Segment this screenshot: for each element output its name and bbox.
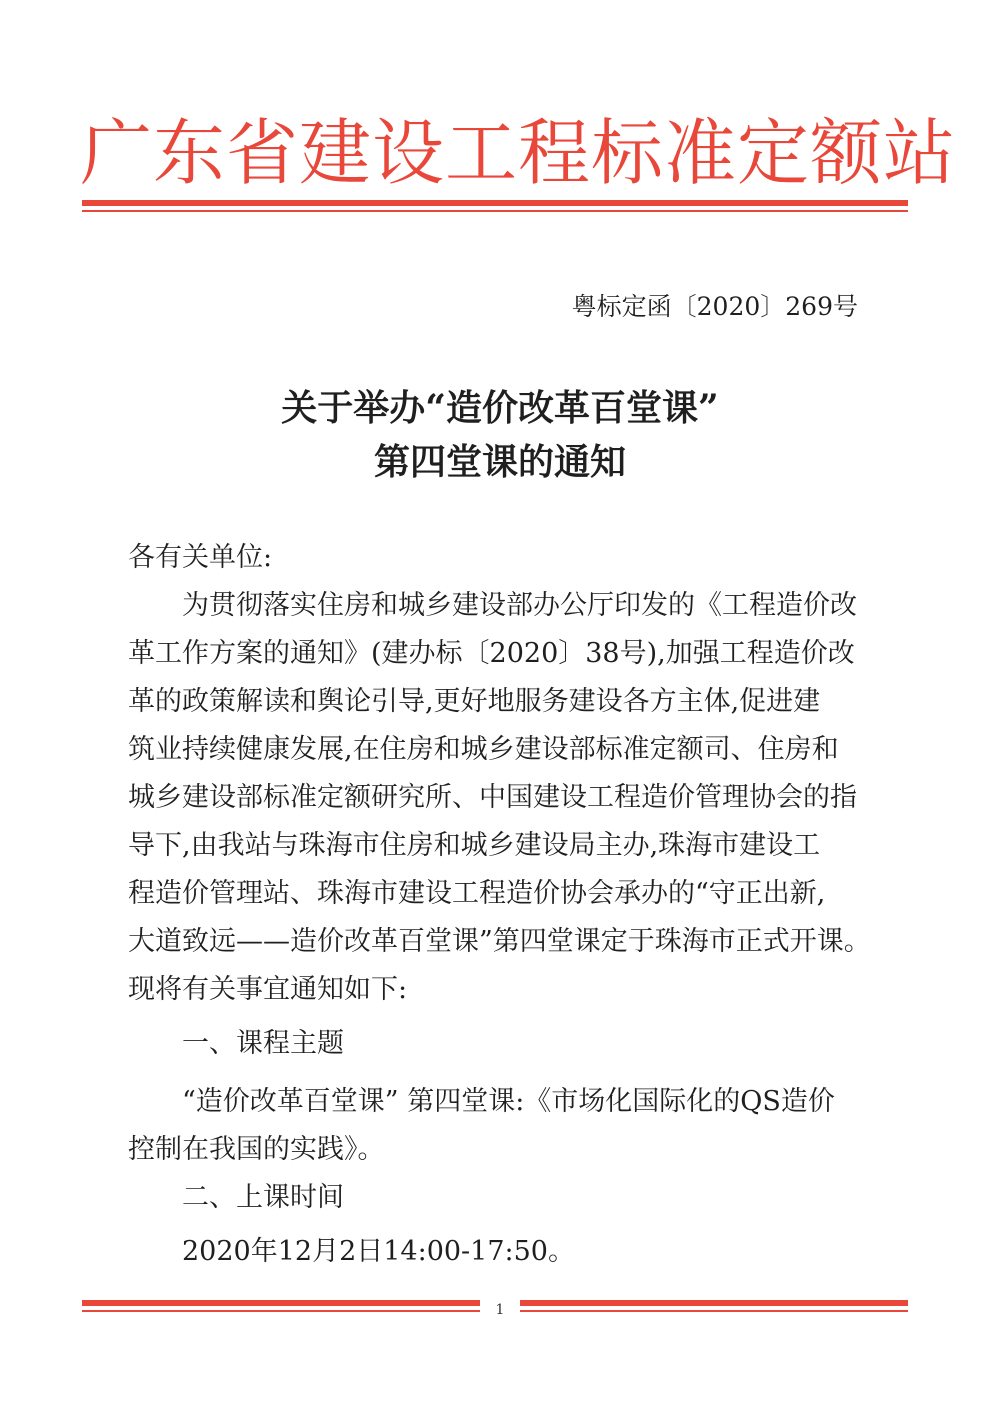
document-title-line-2: 第四堂课的通知 [373, 441, 626, 483]
section-heading-class-time: 二、上课时间 [128, 1182, 344, 1213]
page-number: 1 [480, 1300, 520, 1320]
paragraph-line: 为贯彻落实住房和城乡建设部办公厅印发的《工程造价改 [128, 590, 857, 621]
paragraph-line: 导下,由我站与珠海市住房和城乡建设局主办,珠海市建设工 [128, 830, 821, 861]
paragraph-line: 筑业持续健康发展,在住房和城乡建设部标准定额司、住房和 [128, 734, 839, 765]
org-header: 广东省建设工程标准定额站 [80, 111, 957, 195]
header-rule-thin [82, 210, 908, 212]
course-topic-line: “造价改革百堂课” 第四堂课:《市场化国际化的QS造价 [128, 1086, 835, 1117]
paragraph-line: 革的政策解读和舆论引导,更好地服务建设各方主体,促进建 [128, 686, 821, 717]
section-heading-course-topic: 一、课程主题 [128, 1028, 344, 1059]
paragraph-line: 革工作方案的通知》(建办标〔2020〕38号),加强工程造价改 [128, 638, 855, 669]
class-time-text: 2020年12月2日14:00-17:50。 [128, 1236, 575, 1267]
header-rule-thick [82, 200, 908, 206]
paragraph-line: 大道致远——造价改革百堂课”第四堂课定于珠海市正式开课。 [128, 926, 871, 957]
salutation: 各有关单位: [128, 542, 273, 573]
course-topic-line: 控制在我国的实践》。 [128, 1134, 385, 1165]
paragraph-line: 城乡建设部标准定额研究所、中国建设工程造价管理协会的指 [128, 782, 857, 813]
document-title-line-1: 关于举办“造价改革百堂课” [281, 387, 719, 429]
paragraph-line: 程造价管理站、珠海市建设工程造价协会承办的“守正出新, [128, 878, 826, 909]
paragraph-line: 现将有关事宜通知如下: [128, 974, 408, 1005]
document-number: 粤标定函〔2020〕269号 [571, 292, 858, 321]
